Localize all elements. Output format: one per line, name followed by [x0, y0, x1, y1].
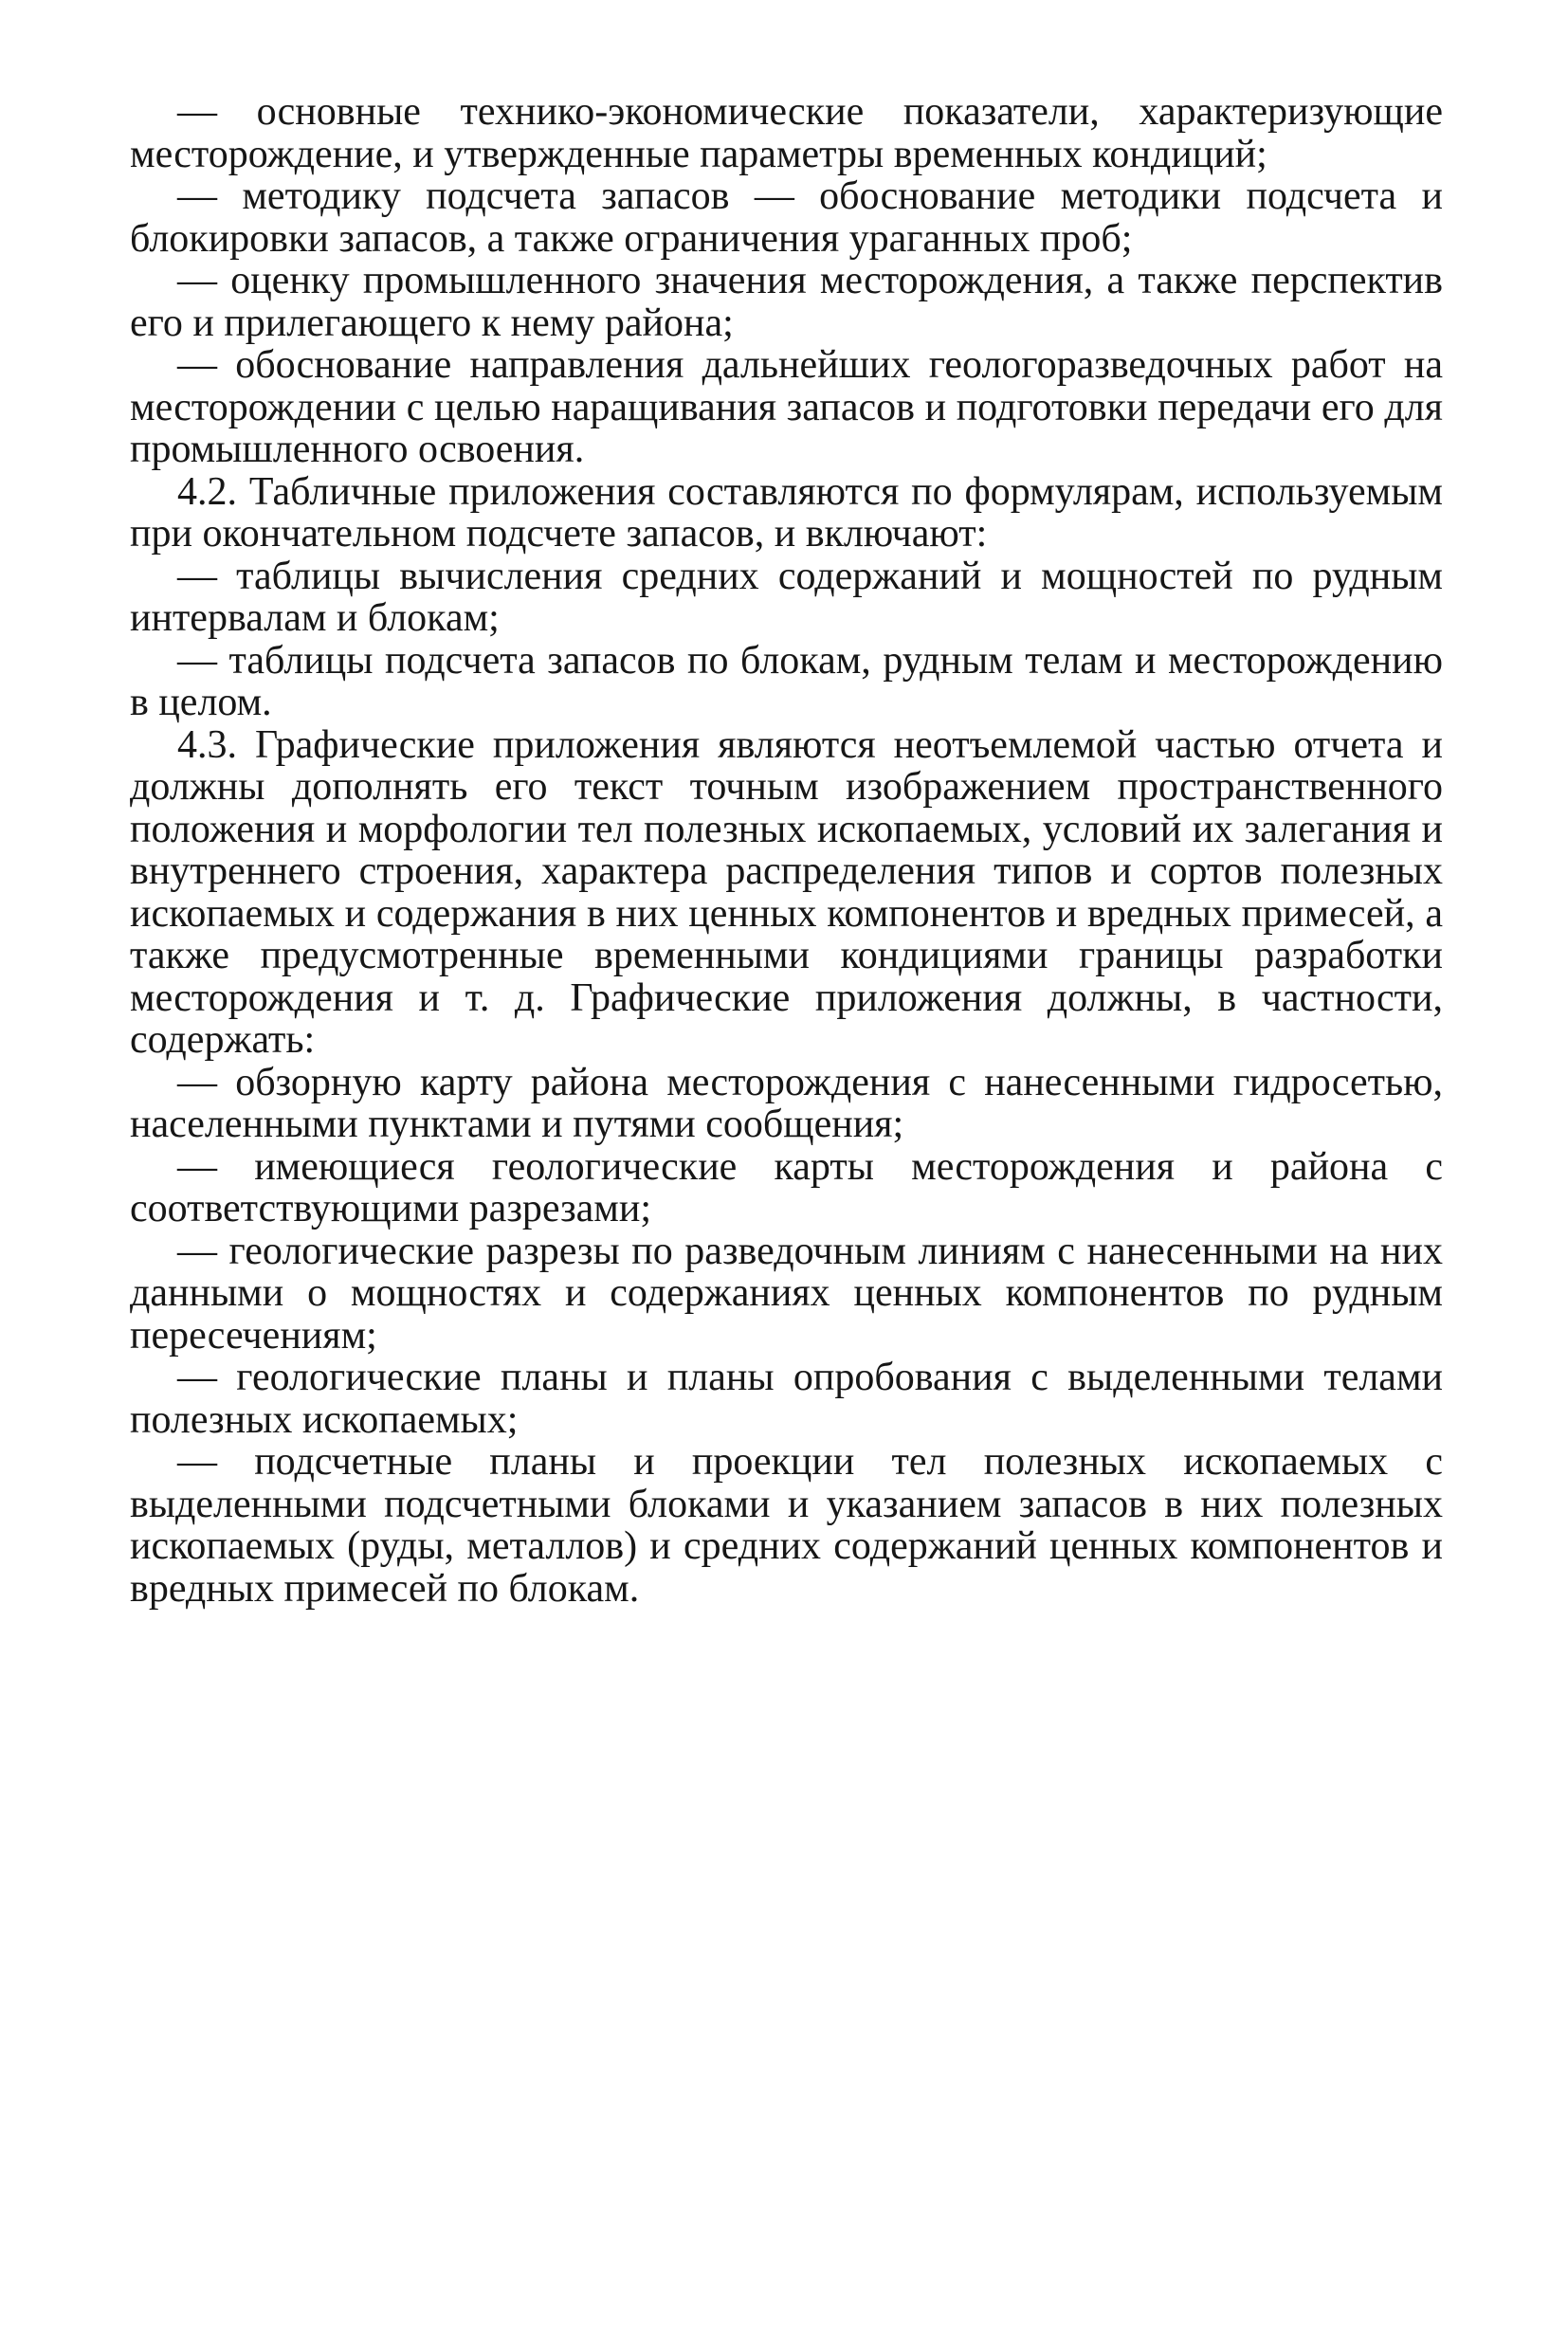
paragraph-tables-averages: — таблицы вычисления средних содержаний и мощностей по рудным интервалам и блокам; — [130, 554, 1443, 640]
paragraph-calculation-method: — методику подсчета запасов — обоснование методики подсчета и блокировки запасов, а также ограничения ураганных проб; — [130, 174, 1443, 261]
paragraph-4-2-tabular-appendices: 4.2. Табличные приложения составляются по формулярам, используемым при окончательном подсчете запасов, и включают: — [130, 469, 1443, 556]
paragraph-geological-maps: — имеющиеся геологические карты месторождения и района с соответствующими разрезами; — [130, 1144, 1443, 1230]
paragraph-overview-map: — обзорную карту района месторождения с нанесенными гидросетью, населенными пунктами и путями сообщения; — [130, 1060, 1443, 1146]
paragraph-industrial-assessment: — оценку промышленного значения месторождения, а также перспектив его и прилегающего к нему района; — [130, 259, 1443, 345]
paragraph-main-indicators: — основные технико-экономические показатели, характеризующие месторождение, и утвержденные параметры временных кондиций; — [130, 90, 1443, 176]
paragraph-sampling-plans: — геологические планы и планы опробования с выделенными телами полезных ископаемых; — [130, 1356, 1443, 1442]
paragraph-tables-reserves: — таблицы подсчета запасов по блокам, рудным телам и месторождению в целом. — [130, 638, 1443, 724]
paragraph-geological-sections: — геологические разрезы по разведочным линиям с нанесенными на них данными о мощностях и содержаниях ценных компонентов по рудным пересечениям; — [130, 1229, 1443, 1358]
document-page — [130, 91, 1443, 1610]
paragraph-calculation-plans: — подсчетные планы и проекции тел полезных ископаемых с выделенными подсчетными блоками и указанием запасов в них полезных ископаемых (руды, металлов) и средних содержаний ценных компонентов и вредных примесей по блокам. — [130, 1440, 1443, 1611]
paragraph-further-exploration: — обоснование направления дальнейших геологоразведочных работ на месторождении с целью наращивания запасов и подготовки передачи его для промышленного освоения. — [130, 343, 1443, 471]
paragraph-4-3-graphic-appendices: 4.3. Графические приложения являются неотъемлемой частью отчета и должны дополнять его текст точным изображением пространственного положения и морфологии тел полезных ископаемых, условий их залегания и внутреннего строения, характера распределения типов и сортов полезных ископаемых и содержания в них ценных компонентов и вредных примесей, а также предусмотренные временными кондициями границы разработки месторождения и т. д. Графические приложения должны, в частности, содержать: — [130, 722, 1443, 1062]
